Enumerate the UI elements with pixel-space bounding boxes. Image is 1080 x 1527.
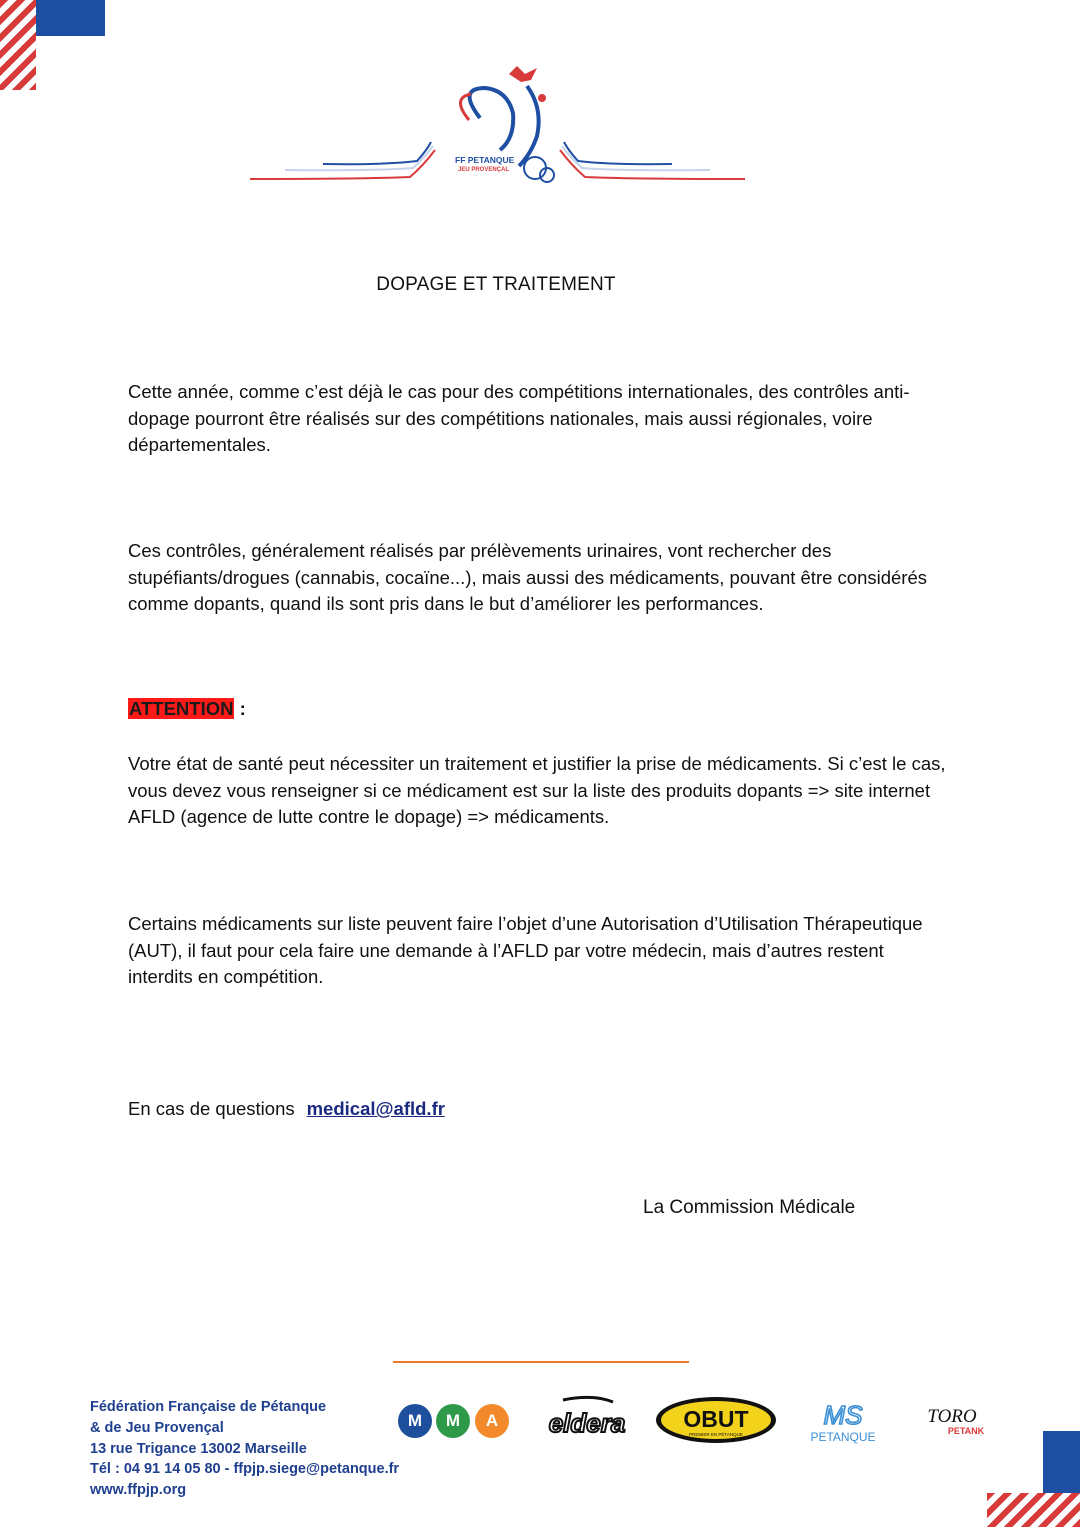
address-line: www.ffpjp.org [90, 1482, 187, 1499]
address-line: & de Jeu Provençal [90, 1419, 224, 1436]
ffpjp-rooster-logo [245, 58, 750, 190]
paragraph-aut: Certains médicaments sur liste peuvent faire l’objet d’une Autorisation d’Utilisation Thérapeutique (AUT), il faut pour cela faire une demande à l’AFLD par votre médecin, mais d’autres restent interdits en compétition. [128, 913, 923, 988]
attention-highlight: ATTENTION [129, 698, 234, 719]
footer-address [90, 1397, 399, 1501]
ms-text: PETANQUE [810, 1430, 876, 1444]
document-title: DOPAGE ET TRAITEMENT [376, 274, 616, 295]
paragraph-treatment: Votre état de santé peut nécessiter un traitement et justifier la prise de médicaments. Si c’est le cas, vous devez vous renseigner si ce médicament est sur la liste des produits dopants => site internet AFLD (agence de lutte contre le dopage) => médicaments. [128, 753, 946, 828]
contact-label: En cas de questions [128, 1098, 295, 1119]
paragraph-controls: Ces contrôles, généralement réalisés par prélèvements urinaires, vont rechercher des stupéfiants/drogues (cannabis, cocaïne...), mais aussi des médicaments, pouvant être considérés comme dopants, quand ils sont pris dans le but d’améliorer les performances. [128, 540, 928, 615]
paragraph-intro: Cette année, comme c’est déjà le cas pour des compétitions internationales, des contrôles anti-dopage pourront être réalisés sur des compétitions nationales, mais aussi régionales, voire départementales. [128, 381, 910, 456]
address-line: 13 rue Trigance 13002 Marseille [90, 1440, 307, 1457]
toro-text: TORO [927, 1406, 977, 1427]
address-line: Tél : 04 91 14 05 80 - ffpjp.siege@petanque.fr [90, 1461, 400, 1478]
footer-divider [393, 1361, 689, 1363]
sponsor-ms-petanque-logo [801, 1394, 885, 1446]
sponsor-mma-logo-m1: M [398, 1404, 432, 1438]
contact-email-link[interactable]: medical@afld.fr [306, 1098, 445, 1119]
signature: La Commission Médicale [643, 1197, 856, 1218]
corner-stripes-bottom-right [987, 1493, 1080, 1527]
address-line: Fédération Française de Pétanque [90, 1399, 327, 1415]
eldera-text: eldera [548, 1408, 626, 1438]
sponsor-obut-logo [654, 1394, 778, 1446]
obut-text: OBUT [683, 1406, 749, 1432]
logo-text-2: JEU PROVENÇAL [458, 167, 510, 173]
toro-subtext: PETANK [947, 1426, 985, 1436]
corner-block-top-left [36, 0, 105, 36]
contact-line [128, 1098, 445, 1120]
obut-tagline: PREMIER EN PÉTANQUE [689, 1432, 743, 1437]
corner-block-bottom-right [1043, 1431, 1080, 1493]
attention-colon: : [234, 698, 246, 719]
sponsor-toro-logo [922, 1394, 994, 1446]
sponsor-mma-logo-m2: M [436, 1404, 470, 1438]
attention-heading [128, 698, 246, 720]
sponsor-mma-logo-a: A [475, 1404, 509, 1438]
ms-mark: MS [823, 1400, 863, 1430]
sponsor-eldera-logo [543, 1394, 631, 1446]
logo-text-1: FF PETANQUE [455, 155, 515, 165]
corner-stripes-top-left [0, 0, 36, 90]
